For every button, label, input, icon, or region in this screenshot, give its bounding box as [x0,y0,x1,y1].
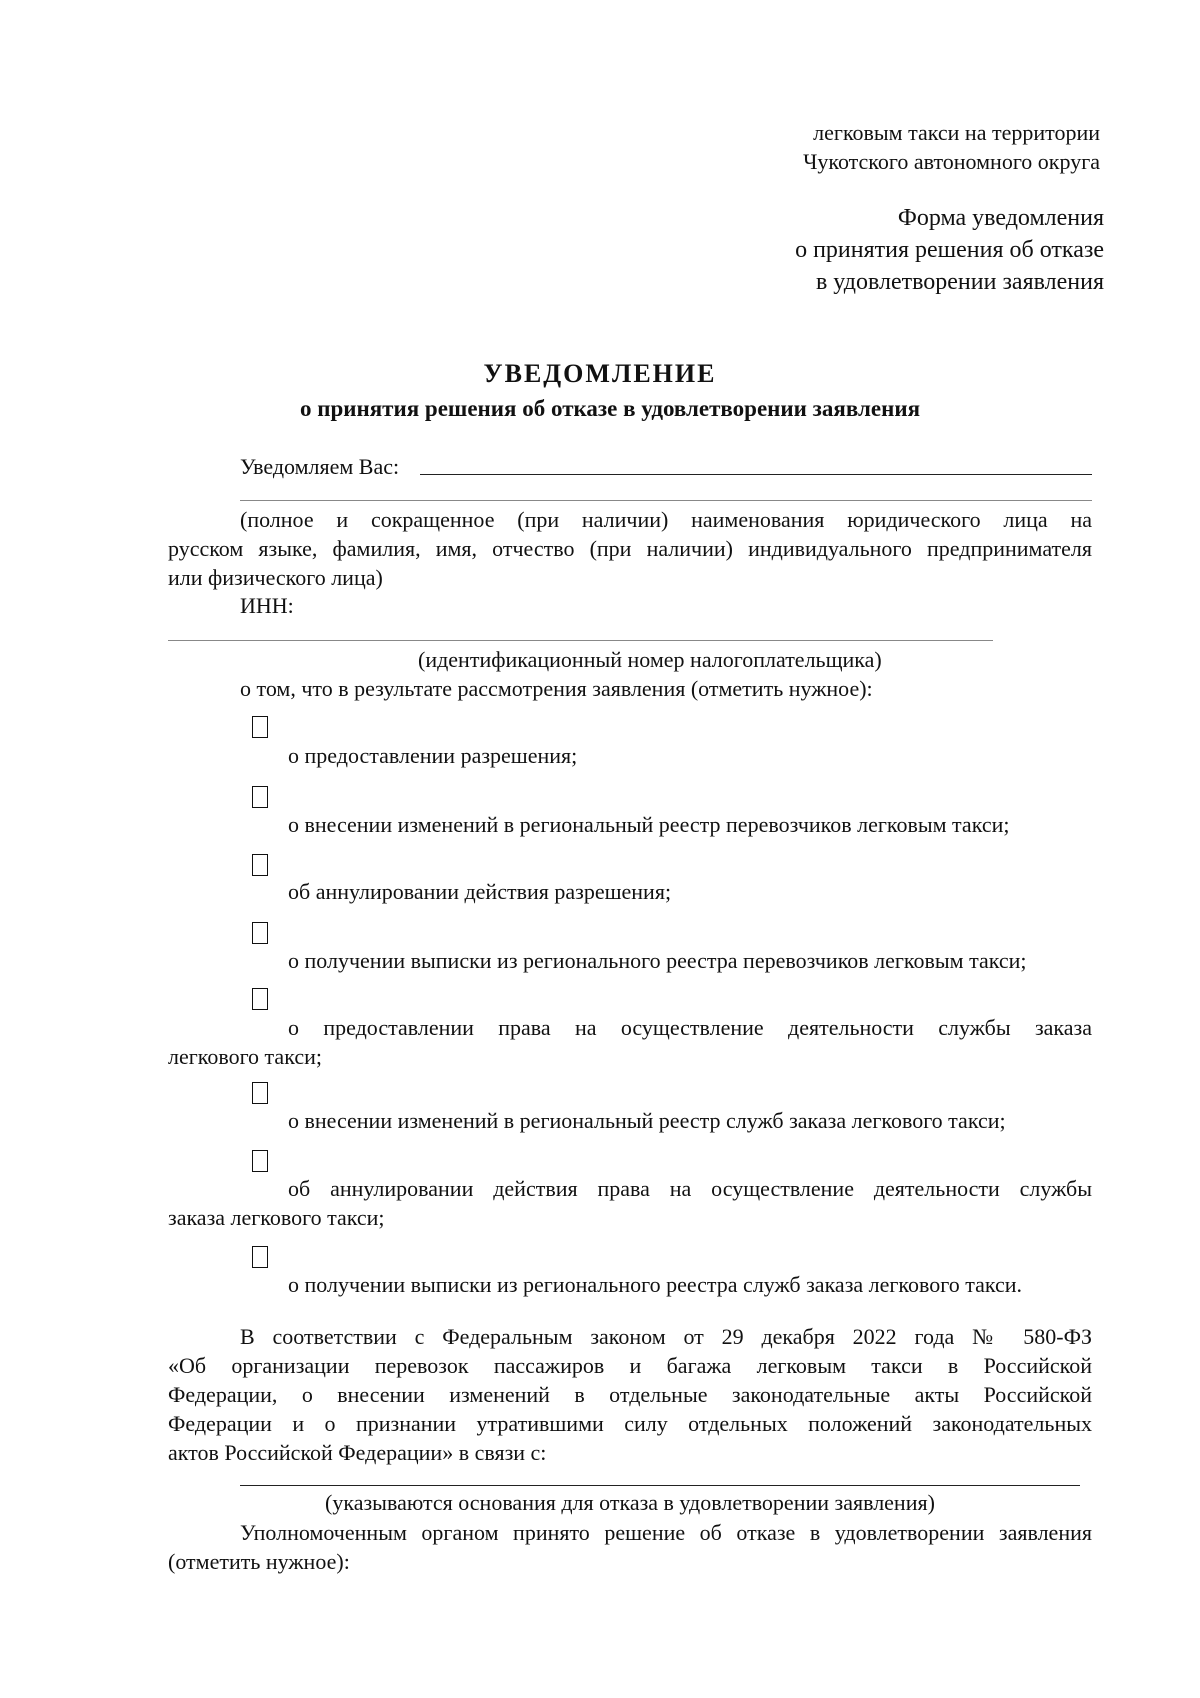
law-line-4: Федерации и о признании утратившими силу отдельных положений законодательных [168,1411,1092,1436]
option-label-7-cont: заказа легкового такси; [168,1205,385,1230]
option-checkbox-1[interactable] [252,716,268,738]
notify-input-line-2[interactable] [240,500,1092,501]
notify-hint-line-1: (полное и сокращенное (при наличии) наименования юридического лица на [240,507,1092,532]
reason-input-line[interactable] [240,1485,1080,1486]
law-line-5: актов Российской Федерации» в связи с: [168,1440,547,1465]
option-checkbox-4[interactable] [252,922,268,944]
option-label-6: о внесении изменений в региональный реестр служб заказа легкового такси; [288,1108,1006,1133]
form-label-line-1: Форма уведомления [897,205,1104,231]
law-line-2: «Об организации перевозок пассажиров и багажа легковым такси в Российской [168,1353,1092,1378]
option-label-5-cont: легкового такси; [168,1044,322,1069]
inn-label: ИНН: [240,593,294,618]
notify-hint-line-2: русском языке, фамилия, имя, отчество (при наличии) индивидуального предпринимателя [168,536,1092,561]
notify-input-line[interactable] [420,474,1092,475]
option-checkbox-5[interactable] [252,988,268,1010]
option-checkbox-8[interactable] [252,1246,268,1268]
result-intro: о том, что в результате рассмотрения заявления (отметить нужное): [240,676,873,701]
inn-input-line[interactable] [168,640,993,641]
header-line-2: Чукотского автономного округа [803,149,1100,174]
page-title: УВЕДОМЛЕНИЕ [483,359,717,388]
inn-hint: (идентификационный номер налогоплательщика) [418,647,882,672]
decision-line-2: (отметить нужное): [168,1549,350,1574]
form-label-line-3: в удовлетворении заявления [815,269,1104,295]
option-checkbox-3[interactable] [252,854,268,876]
option-label-1: о предоставлении разрешения; [288,743,578,768]
option-label-3: об аннулировании действия разрешения; [288,879,672,904]
option-label-4: о получении выписки из регионального реестра перевозчиков легковым такси; [288,948,1027,973]
law-line-1: В соответствии с Федеральным законом от 29 декабря 2022 года № 580-ФЗ [240,1324,1092,1349]
notify-label: Уведомляем Вас: [240,454,400,479]
page-subtitle: о принятия решения об отказе в удовлетворении заявления [299,396,921,421]
form-label-line-2: о принятия решения об отказе [795,237,1104,263]
option-label-5: о предоставлении права на осуществление деятельности службы заказа [288,1015,1092,1040]
option-label-8: о получении выписки из регионального реестра служб заказа легкового такси. [288,1272,1023,1297]
option-checkbox-7[interactable] [252,1150,268,1172]
decision-line-1: Уполномоченным органом принято решение об отказе в удовлетворении заявления [240,1520,1092,1545]
option-label-7: об аннулировании действия права на осуществление деятельности службы [288,1176,1092,1201]
notify-hint-line-3: или физического лица) [168,565,383,590]
option-checkbox-6[interactable] [252,1082,268,1104]
header-line-1: легковым такси на территории [813,120,1100,145]
reason-hint: (указываются основания для отказа в удовлетворении заявления) [325,1490,935,1515]
option-label-2: о внесении изменений в региональный реестр перевозчиков легковым такси; [288,812,1010,837]
option-checkbox-2[interactable] [252,786,268,808]
law-line-3: Федерации, о внесении изменений в отдельные законодательные акты Российской [168,1382,1092,1407]
